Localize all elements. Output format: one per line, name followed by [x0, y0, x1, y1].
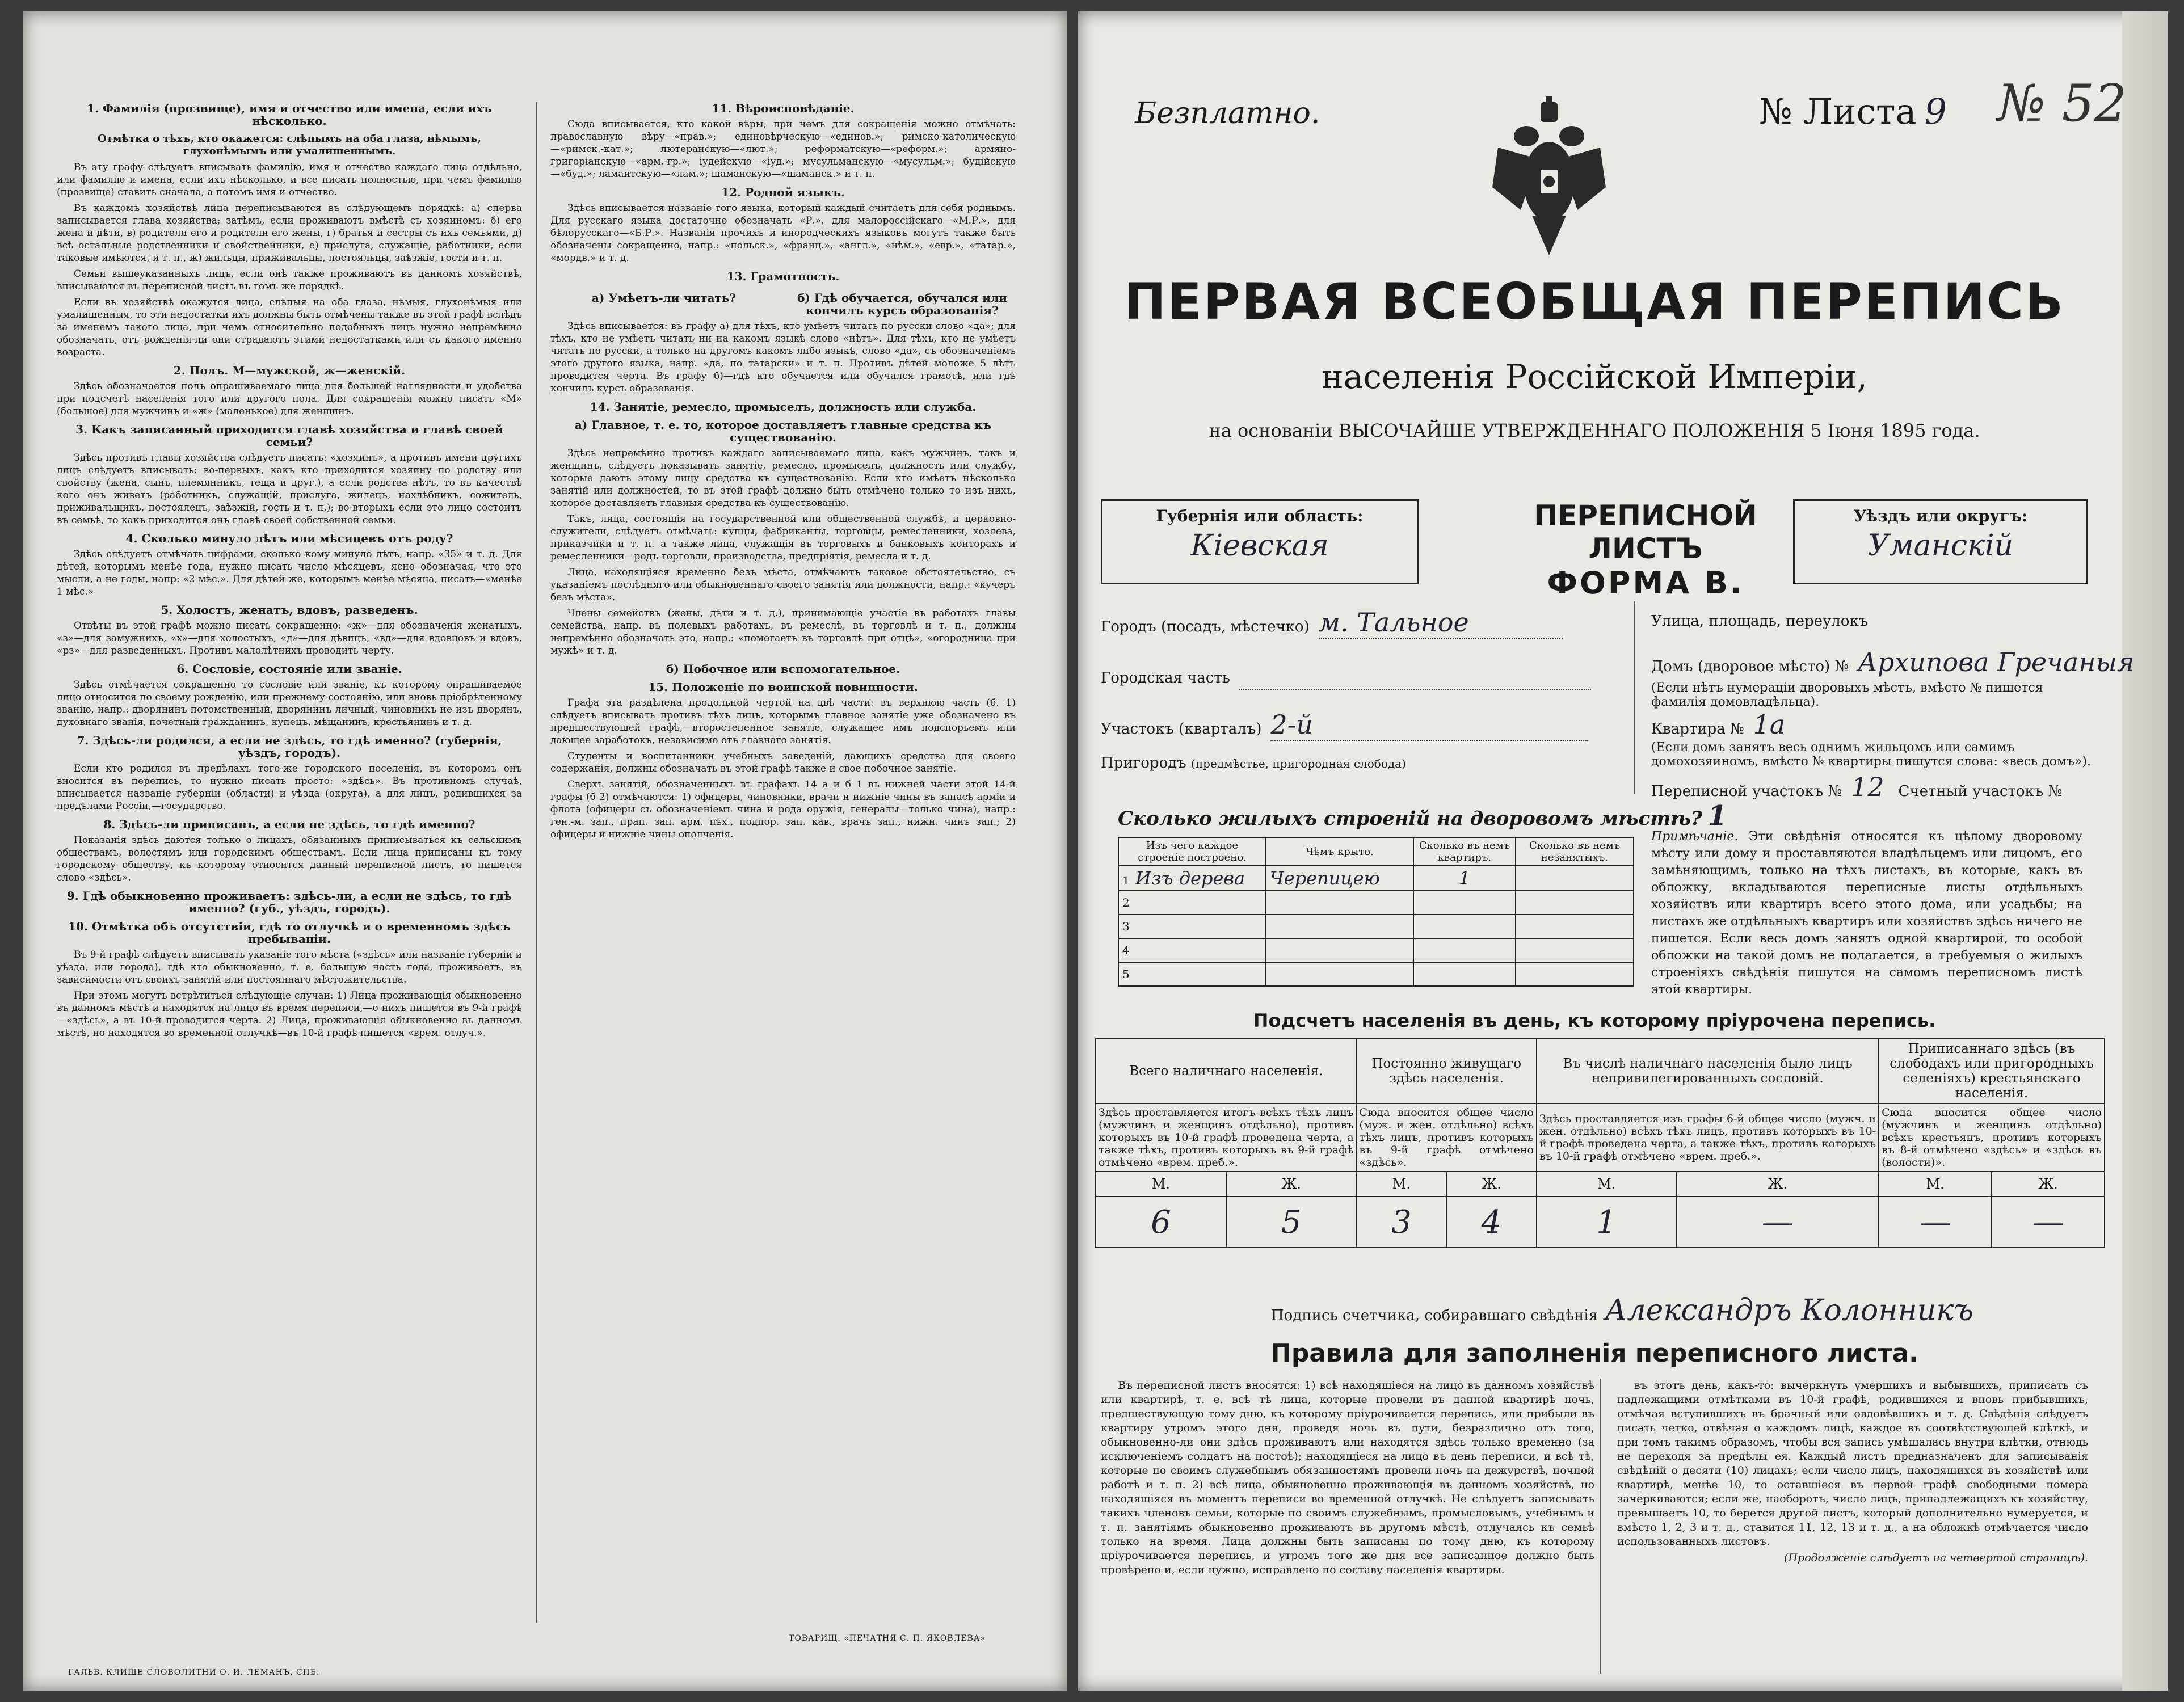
paragraph: Сверхъ занятій, обозначенныхъ въ графахъ 14 а и б 1 въ нижней части этой 14-й графы (б 2) отмѣчаются: 1) офицеры, чиновники, врачи и нижніе чины въ запасѣ арміи и флота (офицеры съ обозначеніемъ чина и рода оружія, генералы—только чина), напр.: ген.-м. зап., прап. зап. арм. пѣх., подпор. зап. кав., врачъ зап., нижн. чинъ зап.; 2) офицеры и нижніе чины ополченія.: [550, 779, 1016, 840]
table-row: [1118, 938, 1634, 962]
printer-imprint: ТОВАРИЩ. «ПЕЧАТНЯ С. П. ЯКОВЛЕВА»: [789, 1634, 986, 1643]
document-title: ПЕРВАЯ ВСЕОБЩАЯ ПЕРЕПИСЬ: [1124, 272, 2065, 331]
precinct-label: Участокъ (кварталъ): [1101, 721, 1262, 738]
present-female: 5: [1226, 1197, 1357, 1248]
counting-district-label: Счетный участокъ №: [1898, 783, 2063, 800]
literacy-subheads: [550, 286, 1016, 320]
census-district-label: Переписной участокъ №: [1651, 783, 1842, 800]
paragraph: Здѣсь слѣдуетъ отмѣчать цифрами, сколько кому минуло лѣтъ, напр. «35» и т. д. Для дѣтей, которымъ менѣе года, нужно писать число мѣсяцевъ, ясно обозначая, что это мысли, а не годы, напр: «2 мѣс.». Для дѣтей же, которымъ менѣе мѣсяца, писать—«менѣе 1 мѣс.»: [57, 549, 522, 597]
buildings-table-header: [1118, 837, 1634, 866]
paragraph: Здѣсь вписывается: въ графу а) для тѣхъ, кто умѣетъ читать по русски слово «да»; для тѣхъ, кто не умѣетъ читать ни на какомъ языкѣ слово «нѣтъ». Для тѣхъ, кто не умѣетъ читать по русски, а только на другомъ какомъ либо языкѣ, слово «да», съ обозначеніемъ этого другого языка, напр. «да, по татарски» и т. п. Противъ дѣтей моложе 5 лѣтъ проводится черта. Въ графу б)—гдѣ кто обучается или обучался грамотѣ, или гдѣ кончилъ курсъ образованія.: [550, 321, 1016, 394]
nonprivileged-male: 1: [1537, 1197, 1677, 1248]
paragraph: Семьи вышеуказанныхъ лицъ, если онѣ также проживаютъ въ данномъ хозяйствѣ, вписываются въ переписной листъ въ томъ же порядкѣ.: [57, 268, 522, 292]
male-header: М.: [1537, 1172, 1677, 1197]
house-label: Домъ (дворовое мѣсто) №: [1651, 658, 1849, 675]
city-field: [1101, 607, 1563, 639]
page-edge: [2122, 11, 2168, 1691]
apartments-cell: 1: [1413, 866, 1516, 891]
column-header: Всего наличнаго населенія.: [1096, 1039, 1357, 1103]
column-description: Здѣсь проставляется итогъ всѣхъ тѣхъ лицъ (мужчинъ и женщинъ отдѣльно), противъ которыхъ въ 10-й графѣ проведена черта, а также тѣхъ, противъ которыхъ въ 9-й графѣ отмѣчено «врем. преб.».: [1096, 1103, 1357, 1172]
resident-female: 4: [1446, 1197, 1537, 1248]
column-header: Сколько въ немъ квартиръ.: [1413, 837, 1516, 866]
paragraph: При этомъ могутъ встрѣтиться слѣдующіе случаи: 1) Лица проживающія обыкновенно въ данномъ мѣстѣ и находятся на лицо въ время переписи,—о нихъ пишется въ 9-й графѣ—«здѣсь», а въ 10-й проводится черта. 2) Лица, проживающія обыкновенно въ данномъ мѣстѣ, но находятся во временной отлучкѣ—въ 10-й графѣ пишется «врем. отлуч.».: [57, 990, 522, 1039]
sheet-number-value: 9: [1924, 91, 1947, 132]
section-heading: 6. Сословіе, состояніе или званіе.: [176, 662, 402, 676]
section-heading: б) Гдѣ обучается, обучался или кончилъ курсъ образованія?: [797, 291, 1007, 317]
column-header: Изъ чего каждое строеніе построено.: [1118, 837, 1266, 866]
table-row: [1118, 915, 1634, 938]
row-number: 4: [1118, 938, 1266, 962]
rules-column-1: [1101, 1379, 1594, 1674]
rules-title: Правила для заполненія переписного листа.: [1270, 1339, 1918, 1368]
rules-divider: [1600, 1379, 1601, 1674]
form-title-line2: ФОРМА В.: [1547, 565, 1744, 601]
rules-continuation: (Продолженіе слѣдуетъ на четвертой страницѣ).: [1784, 1552, 2088, 1564]
female-header: Ж.: [1677, 1172, 1879, 1197]
section-heading: а) Главное, т. е. то, которое доставляетъ главные средства къ существованію.: [574, 418, 992, 444]
column-header: Сколько въ немъ незанятыхъ.: [1516, 837, 1634, 866]
table-row: [1118, 962, 1634, 986]
empty-cell: [1516, 866, 1634, 891]
male-header: М.: [1879, 1172, 1992, 1197]
paragraph: Если кто родился въ предѣлахъ того-же городского поселенія, въ которомъ онъ вносится въ перепись, то нужно писать просто: «здѣсь». Въ противномъ случаѣ, вписывается названіе губерніи (области) и уѣзда (округа), а для лицъ, родившихся за предѣлами Россіи,—государство.: [57, 763, 522, 812]
female-header: Ж.: [1226, 1172, 1357, 1197]
double-headed-eagle-emblem: [1487, 96, 1611, 267]
population-table: [1095, 1038, 2105, 1248]
left-page: [23, 11, 1067, 1691]
female-header: Ж.: [1446, 1172, 1537, 1197]
signature-value: Александръ Колонникъ: [1605, 1294, 1973, 1328]
section-heading: 11. Вѣроисповѣданіе.: [712, 102, 855, 115]
paragraph: Въ 9-й графѣ слѣдуетъ вписывать указаніе того мѣста («здѣсь» или названіе губерніи и уѣзда, или города), гдѣ кто обыкновенно, т. е. большую часть года, проживаетъ, въ зависимости отъ своихъ занятій или постояннаго мѣстожительства.: [57, 949, 522, 985]
section-heading: 14. Занятіе, ремесло, промыселъ, должность или служба.: [590, 400, 977, 414]
column-header: Чѣмъ крыто.: [1266, 837, 1413, 866]
part-field: [1101, 658, 1591, 690]
paragraph: Здѣсь вписывается названіе того языка, который каждый считаетъ для себя роднымъ. Для русскаго языка достаточно обозначать «Р.», для малороссійскаго—«М.Р.», для бѣлорусскаго—«Б.Р.». Названія прочихъ и инородческихъ языковъ могутъ также быть обозначены сокращенно, напр.: «польск.», «франц.», «англ.», «нѣм.», «евр.», «татар.», «мордв.» и т. д.: [550, 203, 1016, 264]
house-field: [1651, 647, 2134, 677]
census-district-value: 12: [1851, 772, 1884, 802]
suburb-label: Пригородъ: [1101, 755, 1186, 772]
paragraph: Такъ, лица, состоящія на государственной или общественной службѣ, и церковно-служители, слѣдуетъ отмѣчать: купцы, фабриканты, торговцы, ремесленники, хозяева, приказчики и т. п. а также лица, служащія въ торговыхъ и банковыхъ конторахъ и ремесленники—родъ торговли, производства, предпріятія, ремесла и т. д.: [550, 513, 1016, 562]
section-heading: 15. Положеніе по воинской повинности.: [648, 680, 918, 694]
material-cell: 1 Изъ дерева: [1118, 866, 1266, 891]
left-column-1: [57, 96, 522, 1628]
uezd-box: [1793, 499, 2088, 584]
buildings-question: [1118, 800, 1727, 832]
form-title: [1475, 499, 1816, 601]
apartment-value: 1а: [1753, 709, 1786, 740]
buildings-answer: 1: [1707, 800, 1727, 832]
section-heading: б) Побочное или вспомогательное.: [666, 662, 900, 676]
section-heading: 10. Отмѣтка объ отсутствіи, гдѣ то отлучкѣ и о временномъ здѣсь пребываніи.: [68, 920, 511, 946]
city-label: Городъ (посадъ, мѣстечко): [1101, 618, 1310, 635]
left-column-2: [550, 96, 1016, 1628]
uezd-label: Уѣздъ или округъ:: [1853, 507, 2028, 525]
population-count-title: Подсчетъ населенія въ день, къ которому пріурочена перепись.: [1253, 1010, 1936, 1031]
peasant-male: —: [1879, 1197, 1992, 1248]
suburb-field: [1101, 755, 1406, 772]
paragraph: Студенты и воспитанники учебныхъ заведеній, дающихъ средства для своего содержанія, должны обозначать въ этой графѣ также и свое побочное занятіе.: [550, 751, 1016, 774]
present-male: 6: [1096, 1197, 1226, 1248]
apartment-field: [1651, 709, 1785, 740]
free-label: Безплатно.: [1135, 96, 1320, 130]
paragraph: Сюда вписывается, кто какой вѣры, при чемъ для сокращенія можно отмѣчать: православную вѣру—«прав.»; единовѣрческую—«единов.»; римско-католическую—«римск.-кат.»; лютеранскую—«лют.»; реформатскую—«реформ.»; армяно-григоріанскую—«арм.-гр.»; іудейскую—«іуд.»; мусульманскую—«мусульм.»; будійскую—«буд.»; ламаитскую—«лам.»; шаманскую—«шаманск.» и т. п.: [550, 119, 1016, 180]
table-row: [1118, 866, 1634, 891]
buildings-question-text: Сколько жилыхъ строеній на дворовомъ мѣстѣ?: [1118, 807, 1702, 830]
paragraph: Въ эту графу слѣдуетъ вписывать фамилію, имя и отчество каждаго лица отдѣльно, или фамилію и имена, если ихъ нѣсколько, и все писать полностью, при чемъ фамилію (прозвище) ставить сначала, а потомъ имя и отчество.: [57, 162, 522, 198]
male-header: М.: [1357, 1172, 1447, 1197]
column-divider: [536, 102, 537, 1623]
province-label: Губернія или область:: [1156, 507, 1364, 525]
paragraph: Здѣсь непремѣнно противъ каждаго записываемаго лица, какъ мужчинъ, такъ и женщинъ, слѣдуетъ показывать занятіе, ремесло, промыселъ, должность или службу, которые даютъ этому лицу средства къ существованію. Если кто имѣетъ нѣсколько занятій или должностей, то въ этой графѣ должно быть отмѣчено только то изъ нихъ, которое доставляетъ главныя средства къ существованію.: [550, 448, 1016, 509]
rules-text: въ этотъ день, какъ-то: вычеркнуть умершихъ и выбывшихъ, приписать съ надлежащими отмѣтками въ 10-й графѣ, родившихся и вновь прибывшихъ, отмѣчая вступившихъ въ брачный или овдовѣвшихъ и т. д. Свѣдѣнія слѣдуетъ писать четко, отвѣчая о каждомъ лицѣ, каждое въ соотвѣтствующей клѣткѣ, и при томъ такимъ образомъ, чтобы вся запись умѣщалась внутри клѣтки, отнюдь не переходя за предѣлы ея. Каждый листъ предназначенъ для записыванія свѣдѣній о десяти (10) лицахъ; если число лицъ, находящихся въ хозяйствѣ или квартирѣ, менѣе 10, то оставшіеся въ первой графѣ свободными номера зачеркиваются; если же, наоборотъ, число лицъ, принадлежащихъ къ хозяйству, превышаетъ 10, то берется другой листъ, который дополнительно нумеруется, и вмѣсто 1, 2, 3 и т. д., ставится 11, 12, 13 и т. д., а на обложкѣ отмѣчается число использованныхъ листовъ.: [1617, 1379, 2088, 1548]
note-text: Эти свѣдѣнія относятся къ цѣлому дворовому мѣсту или дому и проставляются владѣльцемъ или лицомъ, его замѣняющимъ, только на тѣхъ листахъ, въ которые, какъ въ обложку, вкладываются переписные листы отдѣльныхъ хозяйствъ или квартиръ всего этого дома, или усадьбы; на листахъ же отдѣльныхъ квартиръ или хозяйствъ здѣсь ничего не пишется. Если весь домъ занятъ одной квартирой, то особой обложки на такой домъ не полагается, а требуемыя о жилыхъ строеніяхъ свѣдѣнія пишутся на самомъ переписномъ листѣ этой квартиры.: [1651, 829, 2082, 997]
column-header: Приписаннаго здѣсь (въ слободахъ или пригородныхъ селеніяхъ) крестьянскаго населенія.: [1879, 1039, 2105, 1103]
precinct-field: [1101, 709, 1588, 741]
section-heading: 5. Холостъ, женатъ, вдовъ, разведенъ.: [161, 603, 418, 617]
right-page: [1078, 11, 2168, 1691]
note-block: [1651, 828, 2082, 999]
rules-column-2: [1617, 1379, 2088, 1674]
section-heading: 8. Здѣсь-ли приписанъ, а если не здѣсь, то гдѣ именно?: [103, 818, 475, 831]
sheet-number-label: № Листа: [1759, 91, 1917, 132]
paragraph: Въ каждомъ хозяйствѣ лица переписываются въ слѣдующемъ порядкѣ: а) сперва записывается глава хозяйства; затѣмъ, если проживаютъ вмѣстѣ съ хозяиномъ: б) его жена и дѣти, в) родители его и родители его жены, г) братья и сестры съ ихъ семьями, д) всѣ остальные родственники и свойственники, е) прислуга, служащіе, работники, если таковые имѣются, и т. п., ж) жильцы, приживальцы, постояльцы, заѣзжіе, гости и т. п.: [57, 203, 522, 264]
rules-text: Въ переписной листъ вносятся: 1) всѣ находящіеся на лицо въ данномъ хозяйствѣ или квартирѣ, т. е. всѣ тѣ лица, которые провели въ данной квартирѣ ночь, предшествующую тому дню, къ которому пріурочивается перепись, или прибыли въ квартиру утромъ этого дня, проведя ночь въ пути, безразлично отъ того, обыкновенно-ли они здѣсь проживаютъ или находятся здѣсь только временно (за исключеніемъ солдатъ на постоѣ); находящіеся на лицо въ день переписи, и всѣ тѣ, которые по своимъ служебнымъ обязанностямъ провели ночь на дежурствѣ, ночной работѣ и т. п. 2) всѣ лица, обыкновенно проживающія въ данномъ хозяйствѣ, но находящіяся въ моментъ переписи во временной отлучкѣ. Не слѣдуетъ записывать такихъ членовъ семьи, которые по своимъ служебнымъ, промысловымъ, учебнымъ и т. п. занятіямъ обыкновенно проживаютъ въ другомъ мѣстѣ, отлучаясь къ семьѣ только на время. Лица должны быть записаны по тому дню, къ которому пріурочивается перепись, и утромъ того же дня все записанное должно быть провѣрено и, если нужно, исправлено по составу населенія квартиры.: [1101, 1379, 1594, 1576]
section-heading: 13. Грамотность.: [726, 269, 840, 283]
column-header: Въ числѣ наличнаго населенія было лицъ непривилегированныхъ сословій.: [1537, 1039, 1879, 1103]
section-heading: 4. Сколько минуло лѣтъ или мѣсяцевъ отъ роду?: [125, 532, 453, 545]
female-header: Ж.: [1992, 1172, 2105, 1197]
note-label: Примѣчаніе.: [1651, 829, 1739, 844]
precinct-value: 2-й: [1270, 709, 1588, 741]
signature-label: Подпись счетчика, собиравшаго свѣдѣнія: [1271, 1307, 1598, 1324]
sheet-number: [1759, 91, 1947, 132]
apartment-note: (Если домъ занятъ весь однимъ жильцомъ или самимъ домохозяиномъ, вмѣсто № квартиры пишутся слова: «весь домъ»).: [1651, 740, 2092, 769]
suburb-note: (предмѣстье, пригородная слобода): [1191, 757, 1406, 770]
paragraph: Графа эта раздѣлена продольной чертой на двѣ части: въ верхнюю часть (б. 1) слѣдуетъ вписывать противъ тѣхъ лицъ, которымъ главное занятіе уже обозначено въ предшествующей графѣ,—второстепенное занятіе, служащее имъ подспорьемъ или дающее заработокъ, независимо отъ главнаго занятія.: [550, 697, 1016, 746]
form-title-line1: ПЕРЕПИСНОЙ ЛИСТЪ: [1534, 499, 1757, 565]
male-header: М.: [1096, 1172, 1226, 1197]
section-heading: 3. Какъ записанный приходится главѣ хозяйства и главѣ своей семьи?: [75, 423, 503, 449]
paragraph: Здѣсь обозначается полъ опрашиваемаго лица для большей наглядности и удобства при подсчетѣ населенія того или другого пола. Для сокращенія можно писать «М» (большое) для мужчинъ и «ж» (маленькое) для женщинъ.: [57, 381, 522, 417]
row-number: 5: [1118, 962, 1266, 986]
column-description: Сюда вносится общее число (мужчинъ и женщинъ отдѣльно) всѣхъ крестьянъ, противъ которыхъ въ 8-й отмѣчено «здѣсь» и «здѣсь въ (волости)».: [1879, 1103, 2105, 1172]
nonprivileged-female: —: [1677, 1197, 1879, 1248]
section-heading: 7. Здѣсь-ли родился, а если не здѣсь, то гдѣ именно? (губернія, уѣздъ, городъ).: [77, 734, 502, 760]
city-value: м. Тальное: [1319, 607, 1563, 639]
section-heading: Отмѣтка о тѣхъ, кто окажется: слѣпымъ на оба глаза, нѣмымъ, глухонѣмымъ или умалишеннымъ.: [98, 133, 481, 157]
province-box: [1101, 499, 1419, 584]
row-number: 3: [1118, 915, 1266, 938]
paragraph: Члены семействъ (жены, дѣти и т. д.), принимающіе участіе въ работахъ главы семейства, напр. въ полевыхъ работахъ, въ ремеслѣ, въ торговлѣ и т. п., должны непремѣнно обозначать это, напр.: «помогаетъ въ торговлѣ при отцѣ», «огородница при мужѣ» и т. д.: [550, 608, 1016, 656]
paragraph: Отвѣты въ этой графѣ можно писать сокращенно: «ж»—для обозначенія женатыхъ, «з»—для замужнихъ, «х»—для холостыхъ, «д»—для дѣвицъ, «вд»—для вдовцовъ и вдовъ, «рз»—для разведенныхъ. Противъ малолѣтнихъ проводить черту.: [57, 620, 522, 656]
column-description: Здѣсь проставляется изъ графы 6-й общее число (мужч. и жен. отдѣльно) всѣхъ тѣхъ лицъ, противъ которыхъ въ 10-й графѣ проведена черта, а также тѣхъ, противъ которыхъ въ 10-й графѣ отмѣчено «врем. преб.».: [1537, 1103, 1879, 1172]
house-value: Архипова Гречаныя: [1858, 647, 2135, 677]
paragraph: Здѣсь отмѣчается сокращенно то сословіе или званіе, къ которому опрашиваемое лицо относится по своему рожденію, или прежнему состоянію, или вновь пріобрѣтенному званію, напр.: дворянинъ потомственный, дворянинъ личный, чиновникъ не изъ дворянъ, духовнаго званія, почетный гражданинъ, купецъ, мѣщанинъ, крестьянинъ и т. д.: [57, 679, 522, 728]
enumerator-signature: [1271, 1294, 1973, 1328]
resident-male: 3: [1357, 1197, 1447, 1248]
uezd-value: Уманскій: [1867, 529, 2014, 563]
section-heading: 2. Полъ. М—мужской, ж—женскій.: [173, 364, 406, 377]
document-subtitle: населенія Россійской Имперіи,: [1322, 357, 1867, 396]
paragraph: Показанія здѣсь даются только о лицахъ, обязанныхъ приписываться къ сельскимъ обществамъ, волостямъ или городскимъ обществамъ. Если лица приписаны къ тому городскому обществу, къ которому относится данный переписной листъ, то пишется слово «здѣсь».: [57, 835, 522, 883]
engraver-imprint: ГАЛЬВ. КЛИШЕ СЛОВОЛИТНИ О. И. ЛЕМАНЪ, СПБ.: [68, 1668, 320, 1677]
table-row: [1118, 891, 1634, 915]
section-heading: 9. Гдѣ обыкновенно проживаетъ: здѣсь-ли, а если не здѣсь, то гдѣ именно? (губ., уѣздъ, городъ).: [66, 889, 512, 915]
paragraph: Здѣсь противъ главы хозяйства слѣдуетъ писать: «хозяинъ», а противъ имени другихъ лицъ слѣдуетъ вписывать: во-первыхъ, какъ кто приходится хозяину по родству или свойству (жена, сынъ, племянникъ, теща и друг.), а если родства нѣтъ, то въ качествѣ кого онъ живетъ (работникъ, служащій, прислуга, жилецъ, нахлѣбникъ, сожитель, приживальщикъ, постоялецъ, заѣзжій, гость и т. п.); во-вторыхъ если это лицо состоитъ въ семьѣ, то какъ приходится онъ главѣ своей собственной семьи.: [57, 452, 522, 526]
part-label: Городская часть: [1101, 669, 1230, 686]
field-divider: [1634, 601, 1635, 794]
buildings-table: [1118, 837, 1634, 987]
apartment-label: Квартира №: [1651, 721, 1744, 738]
section-heading: 1. Фамилія (прозвище), имя и отчество или имена, если ихъ нѣсколько.: [87, 102, 492, 128]
roof-cell: Черепицею: [1266, 866, 1413, 891]
paragraph: Если въ хозяйствѣ окажутся лица, слѣпыя на оба глаза, нѣмыя, глухонѣмыя или умалишенныя, то эти недостатки ихъ должны быть отмѣчены также въ этой графѣ вслѣдъ за именемъ такого лица, при чемъ относительно подобныхъ лицъ нужно непремѣнно обозначать, отъ рожденія-ли они страдаютъ этими недостатками или съ какого именно возраста.: [57, 297, 522, 358]
street-label: Улица, площадь, переулокъ: [1651, 613, 1869, 630]
column-header: Постоянно живущаго здѣсь населенія.: [1357, 1039, 1537, 1103]
column-description: Сюда вносится общее число (муж. и жен. отдѣльно) всѣхъ тѣхъ лицъ, противъ которыхъ въ 9-й графѣ отмѣчено «здѣсь».: [1357, 1103, 1537, 1172]
section-heading: а) Умѣетъ-ли читать?: [591, 291, 737, 305]
paragraph: Лица, находящіяся временно безъ мѣста, отмѣчаютъ таковое обстоятельство, съ указаніемъ послѣдняго или обыкновеннаго своего занятія или должности, напр.: «кучеръ безъ мѣста».: [550, 567, 1016, 603]
population-values-row: [1096, 1197, 2105, 1248]
province-value: Кіевская: [1190, 529, 1329, 563]
archive-number: № 52: [1997, 74, 2127, 133]
peasant-female: —: [1992, 1197, 2105, 1248]
street-field: [1651, 613, 1868, 630]
legal-basis: на основаніи ВЫСОЧАЙШЕ УТВЕРЖДЕННАГО ПОЛОЖЕНІЯ 5 Іюня 1895 года.: [1209, 420, 1980, 441]
section-heading: 12. Родной языкъ.: [721, 186, 845, 199]
row-number: 2: [1118, 891, 1266, 915]
census-district-field: [1651, 772, 2062, 802]
house-note: (Если нѣтъ нумераціи дворовыхъ мѣстъ, вмѣсто № пишется фамилія домовладѣльца).: [1651, 681, 2043, 709]
